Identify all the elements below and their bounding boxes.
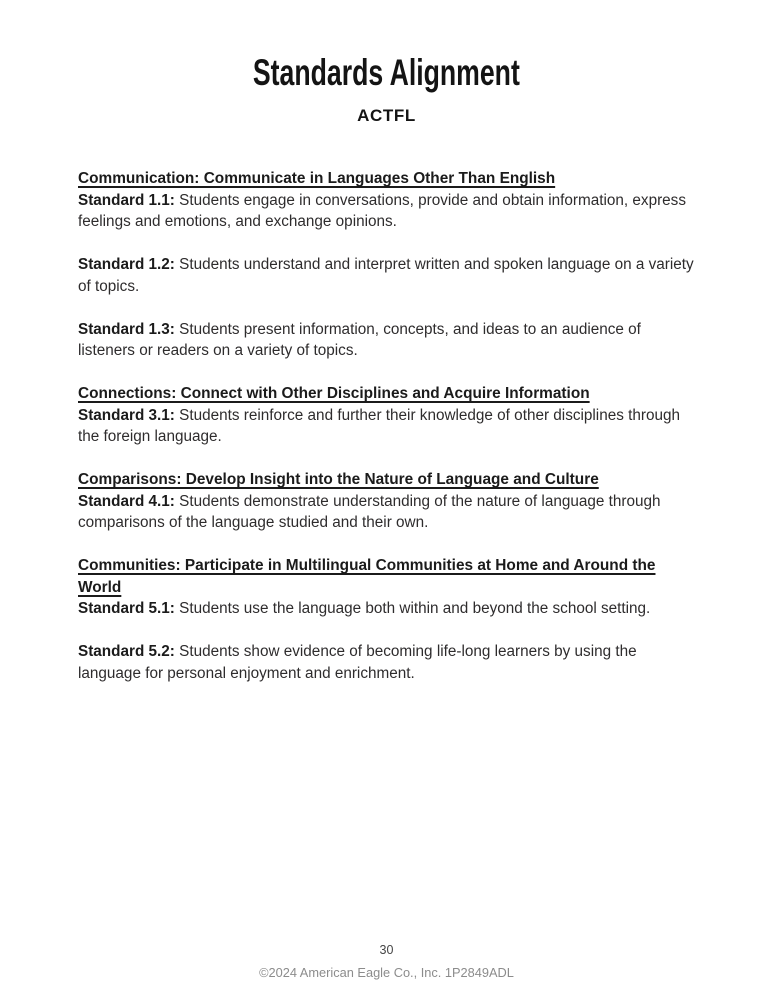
page-title — [0, 0, 773, 95]
standard-paragraph — [78, 405, 702, 448]
standard-paragraph — [78, 491, 702, 534]
standard-text: Students present information, concepts, and ideas to an audience of listeners or readers on a variety of topics. — [78, 320, 641, 359]
standard-text: Students reinforce and further their knowledge of other disciplines through the foreign language. — [78, 406, 681, 445]
standard-label: Standard 5.2: — [78, 643, 175, 660]
standard-label: Standard 5.1: — [78, 600, 175, 617]
standard-text: Students show evidence of becoming life-long learners by using the language for personal enjoyment and enrichment. — [78, 643, 637, 682]
page-footer — [0, 943, 773, 980]
page-title-text: Standards Alignment — [253, 52, 520, 93]
standard-label: Standard 3.1: — [78, 406, 175, 424]
copyright-line: ©2024 American Eagle Co., Inc. 1P2849ADL — [259, 965, 514, 980]
standard-label: Standard 1.1: — [78, 191, 175, 209]
standard-text: Students use the language both within and beyond the school setting. — [179, 600, 651, 617]
standards-content — [78, 168, 702, 684]
section-heading: Communities: Participate in Multilingual Communities at Home and Around the World — [78, 557, 656, 596]
standard-text: Students understand and interpret written and spoken language on a variety of topics. — [78, 256, 694, 295]
standard-text: Students demonstrate understanding of the nature of language through comparisons of the language studied and their own. — [78, 492, 661, 531]
section-connections — [78, 383, 702, 448]
standard-label: Standard 1.3: — [78, 320, 175, 338]
standard-paragraph — [78, 190, 702, 233]
section-comparisons — [78, 469, 702, 534]
section-heading: Comparisons: Develop Insight into the Nature of Language and Culture — [78, 471, 599, 488]
standard-text: Students engage in conversations, provide and obtain information, express feelings and emotions, and exchange opinions. — [78, 191, 686, 230]
section-communication — [78, 168, 702, 362]
page-number: 30 — [379, 943, 394, 957]
standard-paragraph — [78, 254, 702, 297]
section-communities — [78, 555, 702, 684]
page-subtitle: ACTFL — [357, 106, 416, 125]
section-heading: Connections: Connect with Other Disciplines and Acquire Information — [78, 385, 590, 402]
standard-paragraph — [78, 319, 702, 362]
section-heading: Communication: Communicate in Languages Other Than English — [78, 170, 556, 187]
standard-label: Standard 4.1: — [78, 492, 175, 510]
standard-label: Standard 1.2: — [78, 256, 175, 273]
standard-paragraph — [78, 641, 702, 684]
standard-paragraph — [78, 598, 702, 620]
